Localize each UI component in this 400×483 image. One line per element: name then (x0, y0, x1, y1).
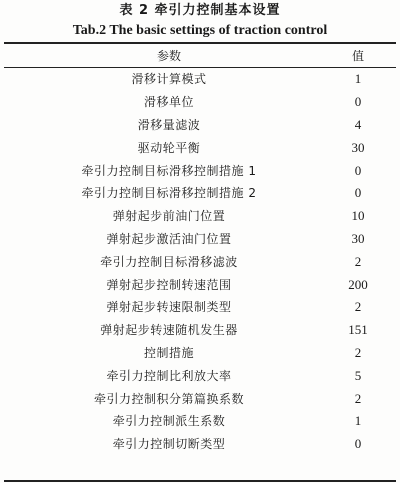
table-bottom-rule (4, 480, 396, 482)
param-name-cell: 滑移计算模式 (131, 72, 207, 87)
table-row (4, 319, 396, 342)
param-value-cell: 0 (354, 185, 362, 201)
param-value-cell: 0 (354, 436, 362, 452)
table-row (4, 296, 396, 319)
param-value-cell: 1 (354, 71, 362, 87)
param-name-cell: 弹射起步激活油门位置 (106, 231, 232, 246)
table-row (4, 387, 396, 410)
param-name-cell: 控制措施 (143, 345, 194, 360)
param-name-cell: 牵引力控制积分第篇换系数 (93, 391, 244, 406)
param-value-cell: 2 (354, 299, 362, 315)
param-value-cell: 30 (351, 230, 365, 246)
param-name-cell: 驱动轮平衡 (137, 140, 201, 155)
column-header-param: 参数 (156, 49, 181, 63)
param-name-cell: 弹射起步转速随机发生器 (100, 323, 238, 338)
settings-table (4, 68, 396, 456)
table-row (4, 182, 396, 205)
table-row (4, 205, 396, 228)
param-value-cell: 2 (354, 253, 362, 269)
table-row (4, 250, 396, 273)
table-top-rule (4, 42, 396, 44)
table-caption-zh: 表 2 牵引力控制基本设置 (119, 3, 281, 18)
table-row (4, 410, 396, 433)
table-row (4, 136, 396, 159)
param-value-cell: 10 (351, 208, 365, 224)
param-name-cell: 滑移单位 (143, 95, 194, 110)
param-name-cell: 滑移量滤波 (137, 117, 201, 132)
param-name-cell: 弹射起步转速限制类型 (106, 300, 232, 315)
param-name-cell: 弹射起步控制转速范围 (106, 277, 232, 292)
param-value-cell: 0 (354, 162, 362, 178)
table-row (4, 91, 396, 114)
param-name-cell: 牵引力控制目标滑移控制措施 1 (81, 163, 257, 178)
table-header (4, 45, 396, 67)
param-value-cell: 2 (354, 344, 362, 360)
param-name-cell: 牵引力控制派生系数 (112, 414, 226, 429)
param-value-cell: 4 (354, 116, 362, 132)
table-row (4, 114, 396, 137)
param-value-cell: 5 (354, 367, 362, 383)
table-row (4, 433, 396, 456)
param-value-cell: 30 (351, 139, 365, 155)
column-header-value: 值 (351, 49, 364, 63)
param-value-cell: 200 (348, 276, 368, 292)
param-name-cell: 牵引力控制目标滑移控制措施 2 (81, 186, 257, 201)
param-name-cell: 牵引力控制切断类型 (112, 437, 226, 452)
param-value-cell: 151 (348, 322, 368, 338)
table-caption-en: Tab.2 The basic settings of traction control (72, 23, 328, 38)
param-value-cell: 2 (354, 390, 362, 406)
table-row (4, 273, 396, 296)
table-row (4, 364, 396, 387)
param-name-cell: 牵引力控制目标滑移滤波 (100, 254, 238, 269)
table-row (4, 68, 396, 91)
table-row (4, 342, 396, 365)
param-value-cell: 1 (354, 413, 362, 429)
table-row (4, 159, 396, 182)
param-name-cell: 牵引力控制比利放大率 (106, 368, 232, 383)
param-name-cell: 弹射起步前油门位置 (112, 209, 226, 224)
table-row (4, 228, 396, 251)
param-value-cell: 0 (354, 94, 362, 110)
